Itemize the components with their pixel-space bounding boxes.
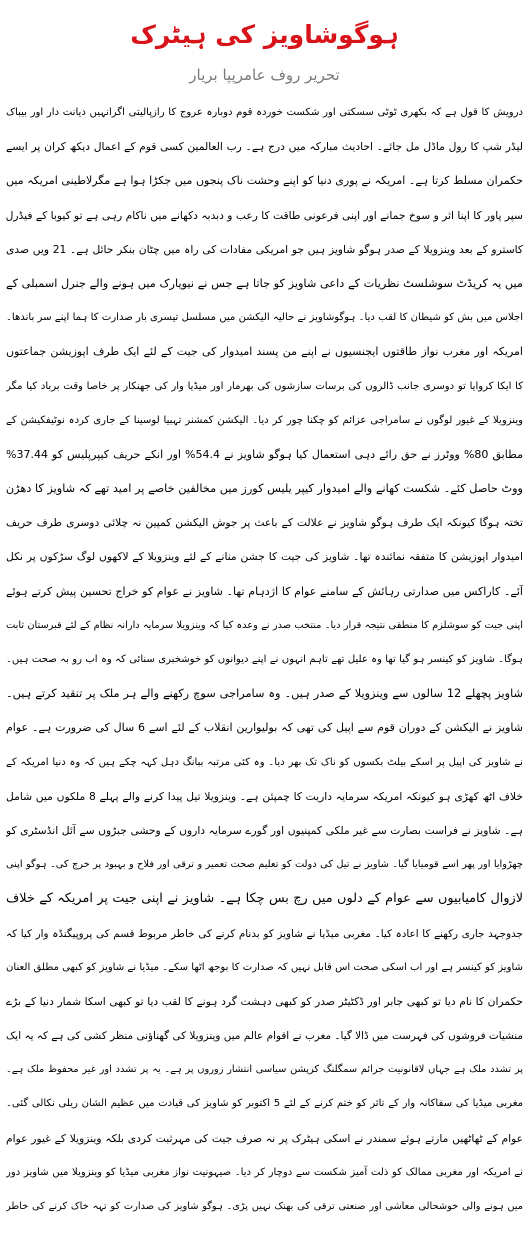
article-line: نے شاویز کی اپیل پر اسکے بیلٹ بکسوں کو ناک تک بھر دیا۔ وہ کئی مرتبہ ببانگ دہل کہہ چکے ہیں کہ وہ دنیا امریکہ کے	[6, 756, 523, 768]
article-line: امیدوار اپوزیشن کا متفقہ نمائندہ تھا۔ شاویز کی جیت کا جشن منانے کے لئے وینزویلا کے لاکھوں لوگ سڑکوں پر نکل	[6, 550, 523, 564]
article-line: شاویز نے الیکشن کے دوران قوم سے اپیل کی تھی کہ بولیوارین انقلاب کے لئے اسے 6 سال کی ضرورت ہے۔ عوام	[6, 721, 523, 735]
article-line: اجلاس میں بش کو شیطان کا لقب دیا۔ ہوگوشاویز نے حالیہ الیکشن میں مسلسل تیسری بار صدارت کا ہما اپنے سر باندھا۔	[6, 312, 523, 324]
article-title: ہوگوشاویز کی ہیٹرک	[130, 20, 399, 49]
article-line: خلاف اٹھ کھڑی ہو کیونکہ امریکہ سرمایہ داریت کا چمپئن ہے۔ وینزویلا تیل پیدا کرنے والے پہلے 8 ملکوں میں شامل	[6, 789, 523, 803]
article-line: شاویز پچھلے 12 سالوں سے وینزویلا کے صدر ہیں۔ وہ سامراجی سوچ رکھنے والے ہر ملک پر تنقید کرتے ہیں۔	[6, 687, 523, 701]
article-line: عوام کے ٹھاٹھیں مارتے ہوئے سمندر نے اسکی ہیٹرک پر نہ صرف جیت کی مہرثبت کردی بلکہ وینزویلا کے غیور عوام	[6, 1131, 523, 1145]
article-line: ووٹ حاصل کئے۔ شکست کھانے والے امیدوار کیپر یلیس کورز میں مخالفین خاصے پر امید تھے کہ شاویز کا دھڑن	[6, 482, 523, 496]
article-line: حکمران مسلط کرتا ہے۔ امریکہ نے پوری دنیا کو اپنے وحشت ناک پنجوں میں جکڑا ہوا ہے مگرلاطینی امریکہ میں	[6, 174, 523, 188]
article-line: کا ایکا کروایا تو دوسری جانب ڈالروں کی برسات سازشوں کی بھرمار اور میڈیا وار کی جھنکار پر خاصا وقت برباد کیا مگر	[6, 380, 523, 392]
article-line: لیڈر شپ کا رول ماڈل مل جائے۔ احادیث مبارکہ میں درج ہے۔ رب العالمین کسی قوم کے اعمال دیکھ کران پر ایسے	[6, 140, 523, 154]
article-line: سپر پاور کا اپنا اثر و سوخ جمانے اور اپنی فرعونی طاقت کا رعب و دبدبہ دکھانے میں ناکام رہی ہے تو کیوبا کے فیڈرل	[6, 208, 523, 222]
article-line: مغربی میڈیا کی سفاکانہ وار کے تاثر کو ختم کرنے کے لئے 5 اکتوبر کو شاویز کی قیادت میں عظیم الشان ریلی نکالی گئی۔	[6, 1098, 523, 1110]
article-line: کاسترو کے بعد وینزویلا کے صدر ہوگو شاویز ہیں جو امریکی مفادات کی راہ میں چٹان بنکر حائل ہے۔ 21 ویں صدی	[6, 242, 523, 256]
article-line: پر تشدد ملک ہے جہاں لاقانونیت جرائم سمگلنگ کرپشن سیاسی انتشار زوروں پر ہے۔ یہ پر تشدد اور غیر محفوظ ملک ہے۔	[6, 1064, 523, 1076]
article-line: درویش کا قول ہے کہ بکھری ٹوٹی سسکتی اور شکست خوردہ قوم دوبارہ عروج کا رازپالیتی اگرانہیں دیانت دار اور بیباک	[6, 107, 523, 118]
article-line: میں یہ کریڈٹ سوشلسٹ نظریات کے داعی شاویز کو جاتا ہے جس نے نیویارک میں ہونے والے جنرل اسمبلی کے	[6, 276, 523, 290]
article-line: امریکہ اور مغرب نواز طاقتوں ایجنسیوں نے اپنے من پسند امیدوار کی جیت کے لئے ایک طرف اپوزیشن جماعتوں	[6, 345, 523, 359]
article-line: حکمران کا نام دیا تو کبھی جابر اور ڈکٹیٹر صدر کو کبھی دہشت گرد ہونے کا لقب دیا تو کبھی اسکا شمار دنیا کے بڑے	[6, 994, 523, 1008]
article-line: لازوال کامیابیوں سے عوام کے دلوں میں رچ بس چکا ہے۔ شاویز نے اپنی جیت پر امریکہ کے خلاف	[6, 891, 523, 907]
article-line: وینزویلا کے غیور لوگوں نے سامراجی عزائم کو چکنا چور کر دیا۔ الیکشن کمشنر تہبیا لوسینا کے جاری کردہ نوٹیفکیشن کے	[6, 414, 523, 426]
article-line: جدوجہد جاری رکھنے کا اعادہ کیا۔ مغربی میڈیا نے شاویز کو بدنام کرنے کی خاطر مربوط قسم کی پروپیگنڈہ وار کیا کہ	[6, 927, 523, 940]
article-byline: تحریر روف عامرپپا بریار	[189, 66, 340, 84]
article-line: میں ہونے والی خوشحالی معاشی اور صنعتی ترقی کی بھنک نہیں پڑی۔ ہوگو شاویز کی صدارت کو تہہ خاک کرنے کی خاطر	[6, 1201, 523, 1212]
article-line: مطابق 80% ووٹرز نے حق رائے دہی استعمال کیا ہوگو شاویز نے 54.4% اور انکے حریف کیپرپلیس کو 37.44%	[6, 447, 523, 461]
article-line: شاویز کو کینسر ہے اور اب اسکی صحت اس قابل نہیں کہ صدارت کا بوجھ اٹھا سکے۔ میڈیا نے شاویز کو کبھی مطلق العنان	[6, 961, 523, 973]
article-line: منشیات فروشوں کی فہرست میں ڈالا گیا۔ مغرب نے اقوام عالم میں وینزویلا کی گھناؤنی منظر کشی کی ہے کہ یہ ایک	[6, 1030, 523, 1043]
article-body	[6, 96, 523, 1224]
article-line: نے امریکہ اور مغربی ممالک کو ذلت آمیز شکست سے دوچار کر دیا۔ صیہونیت نواز مغربی میڈیا کو وینزویلا میں شاویز دور	[6, 1166, 523, 1178]
article-line: ہوگا۔ شاویز کو کینسر ہو گیا تھا وہ علیل تھے تاہم انہوں نے اپنے دیوانوں کو خوشخبری سنائی کہ وہ اب رو بہ صحت ہیں۔	[6, 654, 523, 665]
article-line: اپنی جیت کو سوشلزم کا منطقی نتیجہ قرار دیا۔ منتخب صدر نے وعدہ کیا کہ وینزویلا سرمایہ دارانہ نظام کے لئے قبرستان ثابت	[6, 619, 523, 631]
article-line: آئے۔ کاراکس میں صدارتی رہائش کے سامنے عوام کا اژدہام تھا۔ شاویز نے عوام کو خراج تحسین پیش کرتے ہوئے	[6, 584, 523, 598]
article-line: تختہ ہوگا کیونکہ ایک طرف ہوگو شاویز نے علالت کے باعث پر جوش الیکشن کمپین نہ چلائی دوسری طرف حریف	[6, 516, 523, 530]
article-line: ہے۔ شاویز نے فراست بصارت سے غیر ملکی کمپنیوں اور گورے سرمایہ داروں کے وحشی جبڑوں سے آئل انڈسٹری کو	[6, 823, 523, 837]
article-line: چھڑوایا اور پھر اسے قومیایا گیا۔ شاویز نے تیل کی دولت کو تعلیم صحت تعمیر و ترقی اور فلاح و بہبود پر خرچ کی۔ ہوگو اپنی	[6, 859, 523, 871]
